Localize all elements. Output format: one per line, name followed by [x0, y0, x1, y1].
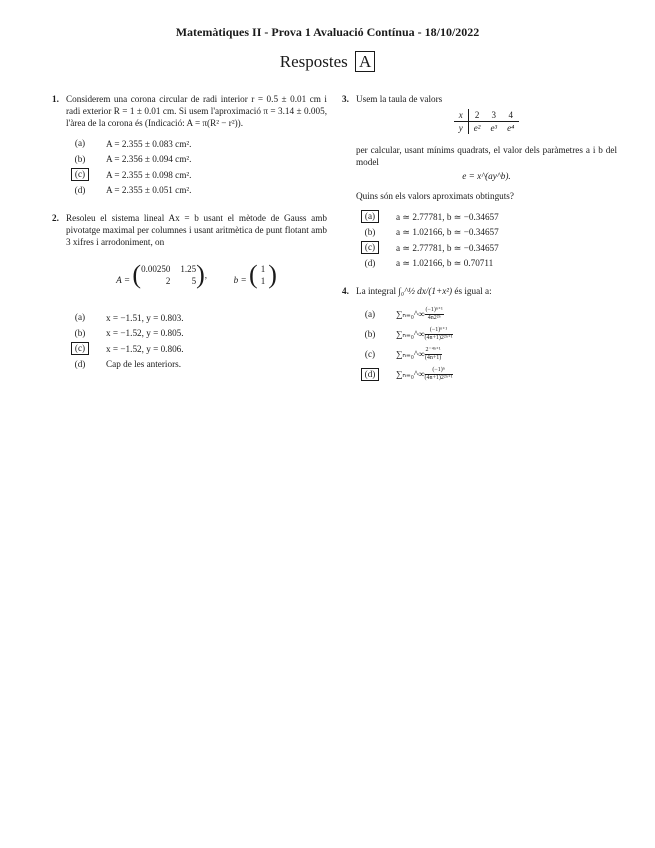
option-label: (b) [364, 328, 376, 339]
option-c[interactable] [66, 167, 327, 183]
option-label: (d) [364, 257, 376, 268]
question-text [356, 285, 617, 297]
sum-symbol: ∑ₙ₌₀^∞ [396, 349, 425, 359]
option-c[interactable] [356, 344, 617, 364]
text-before: La integral [356, 286, 397, 296]
values-table [454, 109, 520, 134]
option-label: (d) [74, 184, 86, 195]
question-intro: Usem la taula de valors [356, 94, 443, 104]
option-label: (a) [74, 138, 86, 149]
option-label: (a) [74, 312, 86, 323]
page-subtitle [0, 52, 655, 72]
question-number: 3. [342, 94, 349, 104]
vector-cell: 1 [260, 264, 266, 274]
question-4 [342, 285, 617, 384]
matrix-a: ( 0.00250 1.25 2 5 ) , [132, 260, 208, 289]
option-b[interactable] [356, 225, 617, 241]
question-prompt: Quins són els valors aproximats obtinguts? [356, 191, 514, 201]
table-cell: e⁴ [507, 123, 515, 133]
left-column [52, 93, 327, 386]
option-text: x = −1.51, y = 0.803. [106, 312, 184, 323]
option-a[interactable] [66, 310, 327, 326]
option-a[interactable] [356, 209, 617, 225]
question-text: Resoleu el sistema lineal Ax = b usant el mètode de Gauss amb pivotatge maximal per columnes i usant aritmètica de punt flotant amb 3 xifres i arrodoniment, on [66, 213, 327, 247]
option-text: Cap de les anteriors. [106, 359, 182, 370]
fraction-numerator: (−1)ⁿ⁺¹ [425, 306, 443, 313]
fraction-denominator: (4n+1) [424, 354, 442, 361]
option-text: A = 2.356 ± 0.094 cm². [106, 154, 192, 165]
option-a[interactable] [356, 304, 617, 324]
option-a[interactable] [66, 136, 327, 152]
option-b[interactable] [66, 152, 327, 168]
page-header: Matemàtiques II - Prova 1 Avaluació Contínua - 18/10/2022 [175, 25, 480, 39]
fraction-denominator: 4n2²ⁿ [427, 314, 441, 321]
fraction-denominator: (4n+1)2²ⁿ⁺¹ [424, 334, 453, 341]
table-cell: 3 [485, 109, 502, 122]
option-label-boxed: (c) [361, 241, 379, 254]
options-list [66, 310, 327, 372]
matrix-cell: 1.25 [180, 264, 197, 274]
fraction-numerator: 2⁻⁴ⁿ⁺¹ [425, 346, 441, 353]
option-c[interactable] [66, 341, 327, 357]
subtitle-text: Respostes [279, 52, 348, 71]
series-fraction [425, 367, 453, 382]
question-1 [52, 93, 327, 198]
option-text: a ≃ 1.02166, b ≃ 0.70711 [396, 258, 494, 269]
table-header-x: x [454, 109, 469, 122]
text-after: és igual a: [454, 286, 492, 296]
sum-symbol: ∑ₙ₌₀^∞ [396, 329, 425, 339]
fraction-numerator: (−1)ⁿ [425, 367, 453, 375]
matrix-cell: 0.00250 [141, 264, 171, 274]
question-text: Considerem una corona circular de radi interior r = 0.5 ± 0.01 cm i radi exterior R = 1 ± 0.01 cm. Si usem l'aproximació π = 3.14 ± 0.005, l'àrea de la corona és (Indicació: A = π(R² − r²)). [66, 94, 327, 128]
matrix-system [66, 262, 327, 288]
matrix-cell: 2 [165, 276, 171, 286]
question-number: 2. [52, 213, 59, 223]
vector-cell: 1 [260, 276, 266, 286]
matrix-cell: 5 [191, 276, 197, 286]
table-header-y: y [454, 122, 469, 135]
option-label-boxed: (c) [71, 342, 89, 355]
vector-label: b = [233, 275, 247, 285]
question-number: 4. [342, 286, 349, 296]
series-fraction [425, 347, 442, 362]
option-label: (a) [364, 308, 376, 319]
option-text: x = −1.52, y = 0.806. [106, 343, 184, 354]
fraction-numerator: (−1)ⁿ⁺¹ [425, 327, 453, 335]
table-cell: 2 [468, 109, 485, 122]
option-b[interactable] [66, 326, 327, 342]
matrix-label: A = [116, 275, 131, 285]
option-label: (b) [364, 226, 376, 237]
option-text: a ≃ 2.77781, b ≃ −0.34657 [396, 211, 499, 222]
question-text: per calcular, usant mínims quadrats, el valor dels paràmetres a i b del model [356, 145, 617, 167]
options-list [66, 136, 327, 198]
sum-symbol: ∑ₙ₌₀^∞ [396, 369, 425, 379]
version-badge: A [355, 51, 375, 72]
table-cell: 4 [502, 109, 519, 122]
option-d[interactable] [356, 364, 617, 384]
option-label-boxed: (d) [361, 368, 379, 381]
sum-symbol: ∑ₙ₌₀^∞ [396, 309, 425, 319]
option-label: (d) [74, 358, 86, 369]
question-3 [342, 93, 617, 271]
series-fraction [425, 327, 453, 342]
option-label: (c) [364, 348, 376, 359]
option-label-boxed: (a) [361, 210, 379, 223]
option-text: A = 2.355 ± 0.083 cm². [106, 138, 192, 149]
option-text: A = 2.355 ± 0.098 cm². [106, 169, 192, 180]
option-text: x = −1.52, y = 0.805. [106, 328, 184, 339]
options-list [356, 304, 617, 384]
integral-expression: ∫₀^½ dx/(1+x²) [398, 286, 453, 296]
vector-b: ( 1 1 ) [249, 260, 277, 289]
option-d[interactable] [66, 183, 327, 199]
options-list [356, 209, 617, 271]
table-cell: e² [473, 123, 481, 133]
option-text: a ≃ 1.02166, b ≃ −0.34657 [396, 227, 499, 238]
option-d[interactable] [356, 256, 617, 272]
option-d[interactable] [66, 357, 327, 373]
question-2 [52, 212, 327, 372]
option-label-boxed: (c) [71, 168, 89, 181]
fraction-denominator: (4n+1)2²ⁿ⁺¹ [424, 374, 453, 381]
option-text: A = 2.355 ± 0.051 cm². [106, 185, 192, 196]
model-equation: e = x^(ay^b). [462, 171, 511, 181]
table-cell: e³ [490, 123, 498, 133]
series-fraction [425, 307, 444, 322]
right-column [342, 93, 617, 398]
option-text: a ≃ 2.77781, b ≃ −0.34657 [396, 242, 499, 253]
option-c[interactable] [356, 240, 617, 256]
option-label: (b) [74, 153, 86, 164]
option-b[interactable] [356, 324, 617, 344]
option-label: (b) [74, 327, 86, 338]
question-number: 1. [52, 94, 59, 104]
